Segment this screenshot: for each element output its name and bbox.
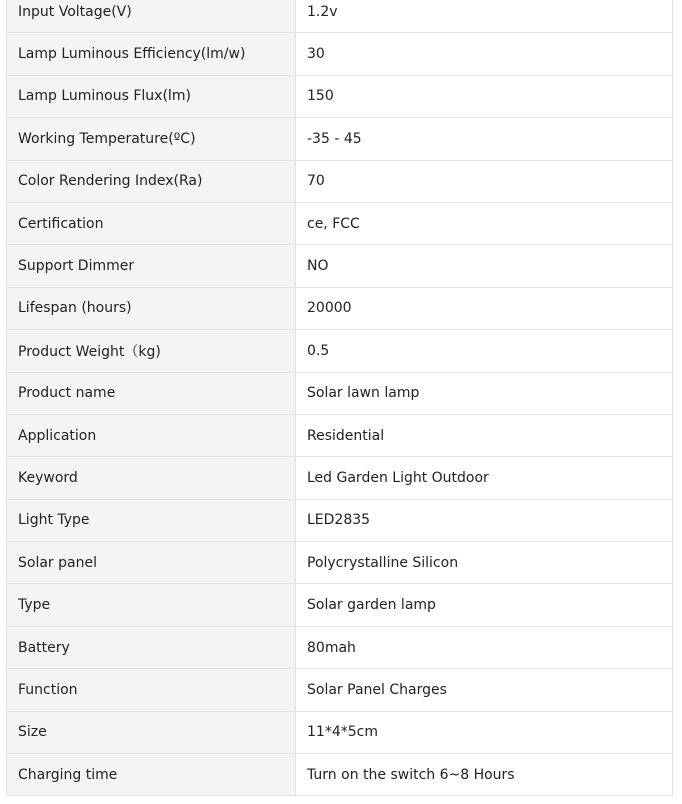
spec-label: Product name <box>7 372 296 414</box>
spec-value: -35 - 45 <box>296 118 673 160</box>
spec-value: Solar Panel Charges <box>296 669 673 711</box>
spec-label: Lamp Luminous Efficiency(lm/w) <box>7 33 296 75</box>
spec-row <box>7 499 673 541</box>
spec-value: 11*4*5cm <box>296 711 673 753</box>
spec-value: ce, FCC <box>296 202 673 244</box>
spec-value: 20000 <box>296 287 673 329</box>
spec-label: Keyword <box>7 457 296 499</box>
spec-label: Application <box>7 414 296 456</box>
spec-value: Residential <box>296 414 673 456</box>
spec-label: Working Temperature(ºC) <box>7 118 296 160</box>
spec-label: Certification <box>7 202 296 244</box>
spec-row <box>7 669 673 711</box>
spec-value: 150 <box>296 75 673 117</box>
spec-label: Input Voltage(V) <box>7 0 296 33</box>
spec-label: Size <box>7 711 296 753</box>
spec-label: Lifespan (hours) <box>7 287 296 329</box>
spec-label: Type <box>7 584 296 626</box>
spec-table <box>6 0 673 796</box>
spec-row <box>7 584 673 626</box>
spec-value: 80mah <box>296 626 673 668</box>
spec-value: Led Garden Light Outdoor <box>296 457 673 499</box>
spec-label: Light Type <box>7 499 296 541</box>
spec-row <box>7 626 673 668</box>
spec-value: Solar garden lamp <box>296 584 673 626</box>
spec-row <box>7 33 673 75</box>
spec-value: Polycrystalline Silicon <box>296 542 673 584</box>
spec-row <box>7 711 673 753</box>
spec-value: 70 <box>296 160 673 202</box>
spec-label: Product Weight（kg) <box>7 330 296 372</box>
spec-table-body <box>7 0 673 796</box>
spec-value: 1.2v <box>296 0 673 33</box>
spec-row <box>7 542 673 584</box>
spec-value: Turn on the switch 6~8 Hours <box>296 754 673 796</box>
spec-value: LED2835 <box>296 499 673 541</box>
spec-row <box>7 75 673 117</box>
spec-label: Charging time <box>7 754 296 796</box>
spec-label: Support Dimmer <box>7 245 296 287</box>
spec-row <box>7 202 673 244</box>
spec-label: Lamp Luminous Flux(lm) <box>7 75 296 117</box>
spec-row <box>7 330 673 372</box>
spec-label: Battery <box>7 626 296 668</box>
spec-value: 30 <box>296 33 673 75</box>
spec-label: Color Rendering Index(Ra) <box>7 160 296 202</box>
spec-row <box>7 414 673 456</box>
spec-label: Solar panel <box>7 542 296 584</box>
spec-label: Function <box>7 669 296 711</box>
spec-row <box>7 457 673 499</box>
spec-value: Solar lawn lamp <box>296 372 673 414</box>
spec-row <box>7 245 673 287</box>
spec-value: NO <box>296 245 673 287</box>
spec-row <box>7 160 673 202</box>
spec-row <box>7 287 673 329</box>
spec-row <box>7 118 673 160</box>
spec-row <box>7 754 673 796</box>
spec-value: 0.5 <box>296 330 673 372</box>
spec-row <box>7 372 673 414</box>
spec-row <box>7 0 673 33</box>
